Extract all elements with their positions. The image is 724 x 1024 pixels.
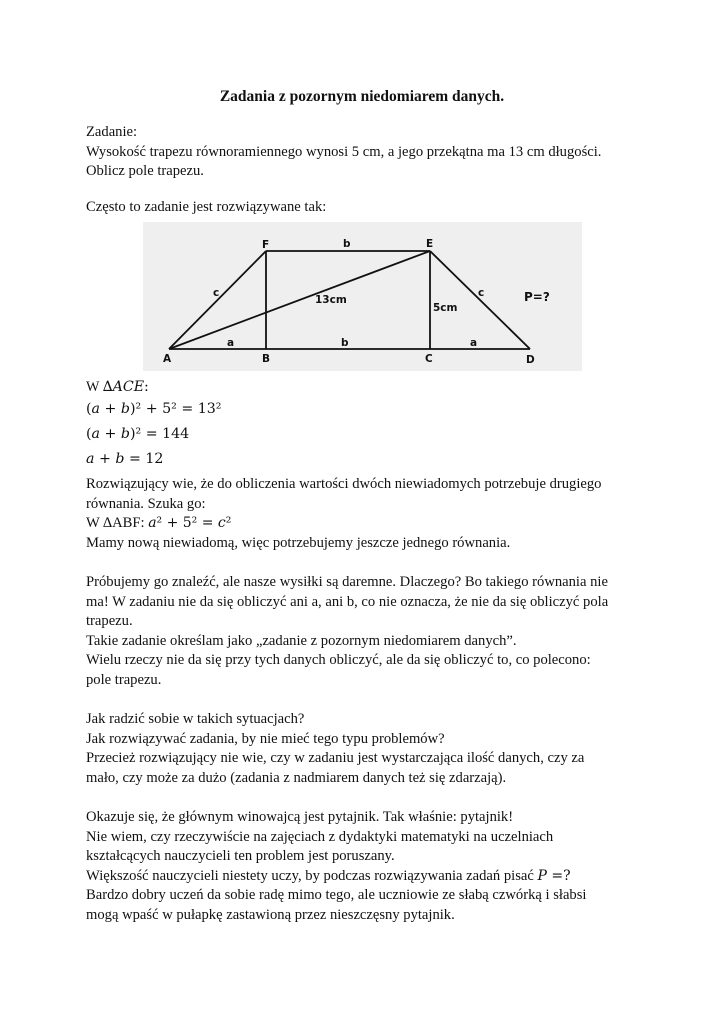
teacher-practice-text: Większość nauczycieli niestety uczy, by podczas rozwiązywania zadań pisać bbox=[86, 867, 538, 884]
side-label-c-right: c bbox=[478, 287, 485, 299]
paragraph-4 bbox=[86, 808, 639, 926]
intro-block bbox=[86, 198, 639, 218]
height-label: 5cm bbox=[433, 302, 458, 314]
paragraph-line: Bardzo dobry uczeń da sobie radę mimo tego, ale uczniowie ze słabą czwórką i słabsi bbox=[86, 887, 587, 904]
segment-label-a-right: a bbox=[470, 337, 478, 349]
paragraph-line: Takie zadanie określam jako „zadanie z pozornym niedomiarem danych”. bbox=[86, 632, 517, 649]
segment-label-b-bottom: b bbox=[341, 337, 349, 349]
vertex-label-e: E bbox=[426, 238, 434, 250]
paragraph-2 bbox=[86, 573, 639, 691]
vertex-label-b: B bbox=[262, 353, 271, 365]
trapezoid-diagram bbox=[143, 222, 582, 371]
vertex-label-c: C bbox=[425, 353, 433, 365]
leg-ed bbox=[430, 251, 530, 349]
diagonal-label: 13cm bbox=[315, 294, 347, 306]
task-line: Wysokość trapezu równoramiennego wynosi 5 cm, a jego przekątna ma 13 cm długości. bbox=[86, 143, 602, 160]
paragraph-line: mogą wpaść w pułapkę zastawioną przez nieszczęsny pytajnik. bbox=[86, 906, 455, 923]
paragraph-line: mało, czy może za dużo (zadania z nadmiarem danych też się zdarzają). bbox=[86, 769, 507, 786]
equation-3: 𝑎 + 𝑏 = 12 bbox=[86, 451, 164, 467]
vertex-label-a: A bbox=[163, 353, 172, 365]
paragraph-line: Jak radzić sobie w takich sytuacjach? bbox=[86, 711, 305, 727]
equation-1: (𝑎 + 𝑏)² + 5² = 13² bbox=[86, 401, 222, 417]
segment-label-b-top: b bbox=[343, 238, 351, 250]
paragraph-line: kształcących nauczycieli ten problem jest poruszany. bbox=[86, 848, 395, 865]
paragraph-1 bbox=[86, 475, 639, 553]
solution-triangle-line bbox=[86, 377, 149, 397]
paragraph-line: Próbujemy go znaleźć, ale nasze wysiłki są daremne. Dlaczego? Bo takiego równania nie bbox=[86, 574, 608, 590]
task-label: Zadanie: bbox=[86, 124, 138, 140]
task-block bbox=[86, 123, 639, 182]
equation-2: (𝑎 + 𝑏)² = 144 bbox=[86, 426, 190, 442]
solution-triangle-prefix: W bbox=[86, 379, 103, 395]
paragraph-line: trapezu. bbox=[86, 613, 133, 630]
paragraph-line: Mamy nową niewiadomą, więc potrzebujemy jeszcze jednego równania. bbox=[86, 534, 511, 551]
solution-triangle-name: ∆𝐴𝐶𝐸: bbox=[102, 379, 149, 395]
paragraph-line: Przecież rozwiązujący nie wie, czy w zadaniu jest wystarczająca ilość danych, czy za bbox=[86, 750, 585, 767]
paragraph-line: Jak rozwiązywać zadania, by nie mieć tego typu problemów? bbox=[86, 730, 445, 747]
page-title: Zadania z pozornym niedomiarem danych. bbox=[219, 88, 505, 105]
vertex-label-f: F bbox=[262, 239, 270, 251]
paragraph-line bbox=[86, 514, 639, 534]
side-label-c-left: c bbox=[213, 287, 220, 299]
paragraph-line: ma! W zadaniu nie da się obliczyć ani a, ani b, co nie oznacza, że nie da się obliczyć pola bbox=[86, 593, 609, 610]
triangle-abf-label: W ∆ABF: bbox=[86, 515, 149, 532]
area-question-label: P=? bbox=[524, 290, 550, 304]
paragraph-line: równania. Szuka go: bbox=[86, 495, 206, 512]
diagonal-ae bbox=[169, 251, 430, 349]
leg-af bbox=[169, 251, 266, 349]
vertex-label-d: D bbox=[526, 354, 535, 366]
paragraph-line: Wielu rzeczy nie da się przy tych danych obliczyć, ale da się obliczyć to, co polecono: bbox=[86, 652, 591, 669]
intro-text: Często to zadanie jest rozwiązywane tak: bbox=[86, 199, 327, 215]
paragraph-line: Nie wiem, czy rzeczywiście na zajęciach z dydaktyki matematyki na uczelniach bbox=[86, 828, 554, 845]
equation-abf: 𝑎² + 5² = 𝑐² bbox=[148, 515, 232, 532]
paragraph-line: Okazuje się, że głównym winowajcą jest pytajnik. Tak właśnie: pytajnik! bbox=[86, 809, 514, 825]
paragraph-line: pole trapezu. bbox=[86, 671, 162, 688]
segment-label-a-left: a bbox=[227, 337, 235, 349]
paragraph-line bbox=[86, 867, 639, 887]
task-line: Oblicz pole trapezu. bbox=[86, 163, 204, 180]
trapezoid-figure bbox=[143, 222, 582, 371]
paragraph-line: Rozwiązujący wie, że do obliczenia wartości dwóch niewiadomych potrzebuje drugiego bbox=[86, 476, 602, 492]
area-question-math: 𝑃 =? bbox=[537, 867, 571, 884]
paragraph-3 bbox=[86, 710, 639, 788]
